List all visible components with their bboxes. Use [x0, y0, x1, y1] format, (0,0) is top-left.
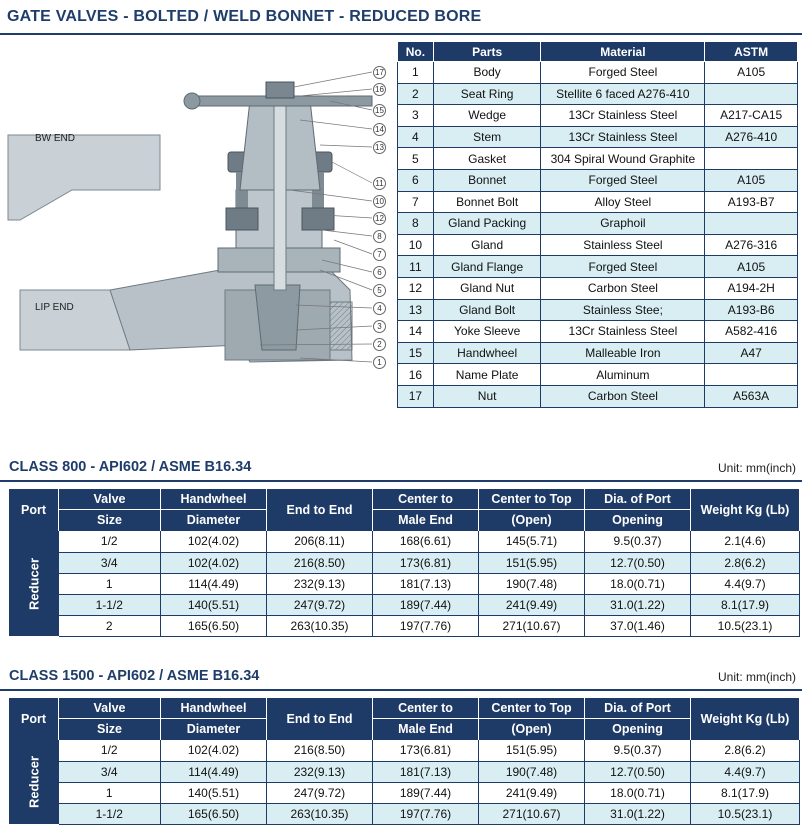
part-name: Handwheel	[433, 342, 541, 364]
valve-size: 1-1/2	[59, 803, 161, 824]
dims-header-line: Handwheel	[161, 489, 266, 510]
part-material: Aluminum	[541, 364, 705, 386]
callout-7: 7	[373, 248, 386, 261]
port-diameter: 31.0(1.22)	[585, 594, 691, 615]
port-diameter: 18.0(0.71)	[585, 782, 691, 803]
dims-header: Port	[9, 698, 59, 740]
callout-5: 5	[373, 284, 386, 297]
parts-row	[398, 62, 798, 84]
valve-drawing	[0, 40, 395, 410]
part-name: Gland	[433, 234, 541, 256]
center-to-male-end: 173(6.81)	[373, 740, 479, 761]
parts-table	[397, 41, 798, 408]
callout-8: 8	[373, 230, 386, 243]
part-astm: A193-B6	[705, 299, 798, 321]
dims-header	[373, 489, 479, 531]
part-astm: A193-B7	[705, 191, 798, 213]
part-astm: A217-CA15	[705, 105, 798, 127]
dims-row	[9, 594, 800, 615]
part-no: 17	[398, 385, 434, 407]
part-name: Gland Bolt	[433, 299, 541, 321]
part-material: Forged Steel	[541, 169, 705, 191]
handwheel-diameter: 102(4.02)	[161, 531, 267, 552]
header-parts: Parts	[433, 42, 541, 62]
part-material: Stainless Steel	[541, 234, 705, 256]
dims-header-line: Center to Top	[479, 698, 584, 719]
dims-header	[479, 489, 585, 531]
parts-row	[398, 83, 798, 105]
callout-14: 14	[373, 123, 386, 136]
dims-row	[9, 782, 800, 803]
dims-header-line: (Open)	[511, 722, 552, 736]
end-to-end: 232(9.13)	[267, 761, 373, 782]
dims-header-line: Diameter	[186, 722, 241, 736]
dims-header	[59, 489, 161, 531]
port-diameter: 9.5(0.37)	[585, 740, 691, 761]
weight: 4.4(9.7)	[691, 761, 800, 782]
parts-row	[398, 256, 798, 278]
dims-row	[9, 803, 800, 824]
part-material: Graphoil	[541, 213, 705, 235]
part-material: Stainless Stee;	[541, 299, 705, 321]
port-label: Reducer	[26, 755, 41, 809]
part-no: 1	[398, 62, 434, 84]
class1500-unit: Unit: mm(inch)	[717, 670, 796, 684]
part-astm	[705, 148, 798, 170]
part-name: Bonnet Bolt	[433, 191, 541, 213]
part-astm: A276-410	[705, 126, 798, 148]
handwheel-diameter: 140(5.51)	[161, 594, 267, 615]
part-name: Gland Nut	[433, 277, 541, 299]
part-no: 11	[398, 256, 434, 278]
dims-header-line: Opening	[612, 722, 663, 736]
part-no: 5	[398, 148, 434, 170]
center-to-top: 241(9.49)	[479, 782, 585, 803]
dims-header-line: Male End	[398, 722, 453, 736]
title-rule	[0, 33, 802, 35]
parts-row	[398, 234, 798, 256]
center-to-top: 271(10.67)	[479, 615, 585, 636]
port-diameter: 9.5(0.37)	[585, 531, 691, 552]
port-diameter: 12.7(0.50)	[585, 761, 691, 782]
part-name: Gland Flange	[433, 256, 541, 278]
port-diameter: 37.0(1.46)	[585, 615, 691, 636]
parts-row	[398, 299, 798, 321]
class1500-title: CLASS 1500 - API602 / ASME B16.34	[9, 668, 260, 684]
parts-row	[398, 105, 798, 127]
dims-header	[373, 698, 479, 740]
dims-header	[585, 698, 691, 740]
weight: 4.4(9.7)	[691, 573, 800, 594]
handwheel-diameter: 114(4.49)	[161, 573, 267, 594]
dims-header-line: Size	[96, 722, 122, 736]
callout-10: 10	[373, 195, 386, 208]
part-name: Bonnet	[433, 169, 541, 191]
dims-header-line: (Open)	[511, 513, 552, 527]
part-no: 8	[398, 213, 434, 235]
part-material: 304 Spiral Wound Graphite	[541, 148, 705, 170]
parts-row	[398, 342, 798, 364]
part-name: Yoke Sleeve	[433, 321, 541, 343]
valve-size: 1/2	[59, 740, 161, 761]
dims-header	[585, 489, 691, 531]
dims-header-row	[9, 698, 800, 740]
header-material: Material	[541, 42, 705, 62]
dims-header: Weight Kg (Lb)	[691, 698, 800, 740]
part-material: 13Cr Stainless Steel	[541, 321, 705, 343]
part-no: 12	[398, 277, 434, 299]
part-no: 3	[398, 105, 434, 127]
callout-6: 6	[373, 266, 386, 279]
part-material: Stellite 6 faced A276-410	[541, 83, 705, 105]
part-material: Forged Steel	[541, 256, 705, 278]
bw-end-label: BW END	[35, 133, 75, 144]
part-material: Forged Steel	[541, 62, 705, 84]
part-material: Carbon Steel	[541, 385, 705, 407]
parts-row	[398, 385, 798, 407]
dims-row	[9, 761, 800, 782]
part-name: Seat Ring	[433, 83, 541, 105]
end-to-end: 206(8.11)	[267, 531, 373, 552]
lip-end-label: LIP END	[35, 302, 74, 313]
parts-row	[398, 364, 798, 386]
handwheel-diameter: 102(4.02)	[161, 740, 267, 761]
center-to-top: 241(9.49)	[479, 594, 585, 615]
handwheel-diameter: 140(5.51)	[161, 782, 267, 803]
center-to-male-end: 189(7.44)	[373, 594, 479, 615]
dims-header: End to End	[267, 698, 373, 740]
parts-table-body	[398, 62, 798, 408]
dims-header-line: Center to Top	[479, 489, 584, 510]
part-astm	[705, 83, 798, 105]
dims-header-line: Center to	[373, 489, 478, 510]
part-no: 10	[398, 234, 434, 256]
port-label: Reducer	[26, 557, 41, 610]
class1500-table	[8, 698, 800, 825]
part-no: 13	[398, 299, 434, 321]
dims-header-row	[9, 489, 800, 531]
end-to-end: 247(9.72)	[267, 594, 373, 615]
center-to-top: 151(5.95)	[479, 552, 585, 573]
parts-header-row	[398, 42, 798, 62]
center-to-top: 190(7.48)	[479, 761, 585, 782]
parts-row	[398, 169, 798, 191]
callout-11: 11	[373, 177, 386, 190]
end-to-end: 232(9.13)	[267, 573, 373, 594]
part-name: Body	[433, 62, 541, 84]
part-astm: A276-316	[705, 234, 798, 256]
part-material: 13Cr Stainless Steel	[541, 126, 705, 148]
callout-17: 17	[373, 66, 386, 79]
callout-4: 4	[373, 302, 386, 315]
part-name: Name Plate	[433, 364, 541, 386]
dims-header: Port	[9, 489, 59, 531]
valve-size: 1/2	[59, 531, 161, 552]
center-to-male-end: 197(7.76)	[373, 803, 479, 824]
part-astm: A194-2H	[705, 277, 798, 299]
dims-header	[59, 698, 161, 740]
class1500-rule	[0, 689, 802, 691]
part-name: Gland Packing	[433, 213, 541, 235]
dims-row	[9, 573, 800, 594]
dims-header	[479, 698, 585, 740]
parts-row	[398, 126, 798, 148]
callout-3: 3	[373, 320, 386, 333]
end-to-end: 263(10.35)	[267, 803, 373, 824]
dims-header-line: Dia. of Port	[585, 489, 690, 510]
part-material: Alloy Steel	[541, 191, 705, 213]
class800-table	[8, 489, 800, 637]
handwheel-diameter: 102(4.02)	[161, 552, 267, 573]
dims-header-line: Opening	[612, 513, 663, 527]
center-to-top: 145(5.71)	[479, 531, 585, 552]
part-astm: A563A	[705, 385, 798, 407]
valve-size: 3/4	[59, 552, 161, 573]
dims-header-line: Dia. of Port	[585, 698, 690, 719]
part-material: 13Cr Stainless Steel	[541, 105, 705, 127]
valve-size: 1-1/2	[59, 594, 161, 615]
center-to-male-end: 197(7.76)	[373, 615, 479, 636]
port-cell	[9, 740, 59, 824]
part-no: 15	[398, 342, 434, 364]
dims-row	[9, 740, 800, 761]
part-name: Stem	[433, 126, 541, 148]
header-astm: ASTM	[705, 42, 798, 62]
end-to-end: 216(8.50)	[267, 552, 373, 573]
weight: 8.1(17.9)	[691, 782, 800, 803]
center-to-male-end: 181(7.13)	[373, 761, 479, 782]
callout-13: 13	[373, 141, 386, 154]
port-diameter: 31.0(1.22)	[585, 803, 691, 824]
callout-15: 15	[373, 104, 386, 117]
parts-row	[398, 277, 798, 299]
center-to-top: 190(7.48)	[479, 573, 585, 594]
part-no: 4	[398, 126, 434, 148]
part-astm: A105	[705, 256, 798, 278]
center-to-top: 151(5.95)	[479, 740, 585, 761]
parts-row	[398, 191, 798, 213]
center-to-top: 271(10.67)	[479, 803, 585, 824]
valve-size: 3/4	[59, 761, 161, 782]
part-material: Carbon Steel	[541, 277, 705, 299]
dims-header-line: Valve	[59, 698, 160, 719]
dims-header-line: Diameter	[186, 513, 241, 527]
port-cell	[9, 531, 59, 636]
dims-header-line: Male End	[398, 513, 453, 527]
part-name: Wedge	[433, 105, 541, 127]
callout-2: 2	[373, 338, 386, 351]
port-diameter: 12.7(0.50)	[585, 552, 691, 573]
dims-header	[161, 698, 267, 740]
weight: 10.5(23.1)	[691, 803, 800, 824]
part-astm: A47	[705, 342, 798, 364]
end-to-end: 216(8.50)	[267, 740, 373, 761]
dims-header-line: Size	[96, 513, 122, 527]
part-no: 6	[398, 169, 434, 191]
parts-row	[398, 321, 798, 343]
part-name: Nut	[433, 385, 541, 407]
center-to-male-end: 181(7.13)	[373, 573, 479, 594]
center-to-male-end: 168(6.61)	[373, 531, 479, 552]
callout-12: 12	[373, 212, 386, 225]
dims-header-line: Valve	[59, 489, 160, 510]
port-diameter: 18.0(0.71)	[585, 573, 691, 594]
parts-row	[398, 213, 798, 235]
center-to-male-end: 189(7.44)	[373, 782, 479, 803]
part-no: 7	[398, 191, 434, 213]
dims-row	[9, 552, 800, 573]
callout-16: 16	[373, 83, 386, 96]
callout-1: 1	[373, 356, 386, 369]
dims-header-line: Center to	[373, 698, 478, 719]
part-astm	[705, 213, 798, 235]
handwheel-diameter: 165(6.50)	[161, 615, 267, 636]
dims-header	[161, 489, 267, 531]
valve-size: 2	[59, 615, 161, 636]
part-name: Gasket	[433, 148, 541, 170]
weight: 10.5(23.1)	[691, 615, 800, 636]
class800-title: CLASS 800 - API602 / ASME B16.34	[9, 459, 252, 475]
parts-row	[398, 148, 798, 170]
class800-unit: Unit: mm(inch)	[717, 461, 796, 475]
weight: 2.1(4.6)	[691, 531, 800, 552]
valve-section-image	[0, 40, 395, 410]
valve-size: 1	[59, 573, 161, 594]
dims-header-line: Handwheel	[161, 698, 266, 719]
part-no: 14	[398, 321, 434, 343]
dims-row	[9, 531, 800, 552]
part-no: 2	[398, 83, 434, 105]
center-to-male-end: 173(6.81)	[373, 552, 479, 573]
end-to-end: 263(10.35)	[267, 615, 373, 636]
part-material: Malleable Iron	[541, 342, 705, 364]
dims-header: Weight Kg (Lb)	[691, 489, 800, 531]
handwheel-diameter: 114(4.49)	[161, 761, 267, 782]
part-astm: A105	[705, 169, 798, 191]
class800-rule	[0, 480, 802, 482]
part-astm	[705, 364, 798, 386]
part-astm: A582-416	[705, 321, 798, 343]
page-title: GATE VALVES - BOLTED / WELD BONNET - REDUCED BORE	[7, 8, 482, 25]
dims-header: End to End	[267, 489, 373, 531]
part-no: 16	[398, 364, 434, 386]
part-astm: A105	[705, 62, 798, 84]
weight: 2.8(6.2)	[691, 552, 800, 573]
end-to-end: 247(9.72)	[267, 782, 373, 803]
weight: 2.8(6.2)	[691, 740, 800, 761]
valve-size: 1	[59, 782, 161, 803]
handwheel-diameter: 165(6.50)	[161, 803, 267, 824]
header-no: No.	[398, 42, 434, 62]
dims-row	[9, 615, 800, 636]
weight: 8.1(17.9)	[691, 594, 800, 615]
